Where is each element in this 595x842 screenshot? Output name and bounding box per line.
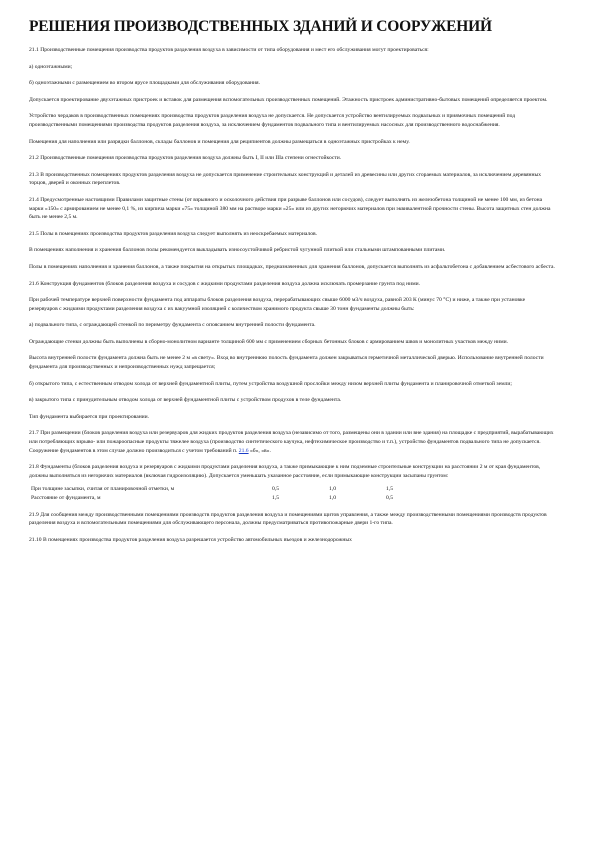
table-cell: 0,5	[386, 495, 393, 501]
table-row	[31, 494, 426, 503]
table-cell-label: Расстояние от фундамента, м	[31, 495, 101, 501]
paragraph-floors-tiles: В помещениях наполнения и хранения баллонов полы рекомендуется выкладывать износоустойчивой ребристой чугунной плиткой или стальными штампованными плитами.	[29, 247, 446, 254]
paragraph-21-5: 21.5 Полы в помещениях производства продуктов разделения воздуха следует выполнять из неоскребаемых материалов.	[29, 230, 318, 237]
paragraph-21-8: 21.8 Фундаменты (блоков разделения воздуха и резервуаров с жидкими продуктами разделения воздуха, а также примыкающие к ним подземные строительные конструкции на расстоянии 2 м от края фундаментов, должны выполняться из негорючих материалов (включая гидроизоляцию). Допускается уменьшать указанное расстояние, если примыкающие конструкции засыпаны грунтом:	[29, 464, 541, 479]
paragraph-inner-height: Высота внутренней полости фундамента должна быть не менее 2 м «в свету». Вход во внутреннюю полость фундамента должен закрываться герметичной металлической дверью. Использование внутренней полости фундамента для производственных и непроизводственных нужд запрещается;	[29, 355, 544, 371]
table-cell: 1,5	[272, 495, 279, 501]
paragraph-type-choice: Тип фундамента выбирается при проектировании.	[29, 413, 150, 420]
table-cell-label: При толщине засыпки, считая от планировочной отметки, м	[31, 486, 175, 493]
list-item-b: б) одноэтажными с размещением во втором ярусе площадками для обслуживания оборудования.	[29, 80, 260, 87]
paragraph-annexes: Допускается проектирование двухэтажных пристроек и вставок для размещения вспомогательных производственных помещений. Этажность пристроек административно-бытовых помещений определяется проектом.	[29, 96, 548, 103]
paragraph-cylinder-rooms: Помещения для наполнения или разрядки баллонов, склады баллонов и помещения для реципиентов должны размещаться в одноэтажных пристройках к нему.	[29, 138, 410, 145]
table-cell: 0,5	[272, 486, 279, 493]
paragraph-foundation-temp: При рабочей температуре верхней поверхности фундамента под аппараты блоков разделения воздуха, перерабатывающих свыше 6000 м3/ч воздуха, равной 203 К (минус 70 °С) и ниже, а также при установке резервуаров с жидкими продуктами разделения воздуха с их вакуумной изоляцией с количеством хранимого продукта свыше 30 тонн фундаменты должны быть:	[29, 297, 526, 312]
paragraph-21-7	[29, 429, 555, 455]
table-row	[31, 485, 426, 494]
backfill-distance-table	[31, 485, 426, 502]
table-cell: 1,0	[329, 486, 336, 493]
clause-21-6-link[interactable]: 21.6	[238, 447, 249, 454]
page-title: РЕШЕНИЯ ПРОИЗВОДСТВЕННЫХ ЗДАНИЙ И СООРУЖЕНИЙ	[29, 18, 492, 35]
paragraph-floors-asphalt: Полы в помещениях наполнения и хранения баллонов, а также покрытия на открытых площадках, предназначенных для хранения баллонов, допускается выполнять из асфальтобетона с добавлением асбестового асбеста.	[29, 263, 555, 270]
list-item-basement-type: а) подвального типа, с ограждающей стенкой по периметру фундамента с опоясанием внутренней полости фундамента.	[29, 322, 316, 329]
paragraph-21-3: 21.3 В производственных помещениях продуктов разделения воздуха не допускается применение строительных конструкций и деталей из древесины или других сгораемых материалов, за исключением деревянных торцов, дверей и оконных переплетов.	[29, 171, 542, 187]
paragraph-21-2: 21.2 Производственные помещения производства продуктов разделения воздуха должны быть I, II или IIIа степени огнестойкости.	[29, 155, 342, 162]
list-item-a: а) одноэтажными;	[29, 63, 73, 70]
paragraph-21-7-text: 21.7 При размещении (блоков разделения воздуха или резервуаров для жидких продуктов разделения воздуха (независимо от того, размещены они в здании или вне здания) на площадке с предприятий, вырабатывающих или потребляющих взрыво- или пожароопасные продукты тяжелее воздуха (производство синтетического каучука, нефтехимическое производство и т.п.), устройство фундаментов подвального типа не допускается. Сооружение фундаментов в этом случае должно производиться с учетом требований п.	[29, 430, 554, 454]
paragraph-21-9: 21.9 Для сообщения между производственными помещениями производств продуктов разделения воздуха и помещениями щитов управления, а также между производственными помещениями производств продуктов разделения воздуха и вспомогательными помещениями для обслуживающего персонала, должны предусматриваться противопожарные двери 1-го типа.	[29, 511, 547, 527]
list-item-open-type: б) открытого типа, с естественным отводом холода от верхней фундаментной плиты, путем устройства воздушной прослойки между низом верхней плиты фундамента и планировочной отметкой земли;	[29, 380, 512, 387]
paragraph-21-10: 21.10 В помещениях производства продуктов разделения воздуха разрешается устройство автомобильных въездов и железнодорожных	[29, 536, 352, 543]
table-cell: 1,0	[329, 495, 336, 501]
document-body	[29, 46, 555, 544]
list-item-closed-type: в) закрытого типа с принудительным отводом холода от верхней фундаментной плиты с устройством продухов в теле фундамента.	[29, 397, 342, 404]
paragraph-21-4: 21.4 Предусмотренные настоящими Правилами защитные стены (от взрывного и осколочного действия при разрыве баллонов или сосудов), следует выполнять из железобетона толщиной не менее 100 мм, из бетона марки «150» с армированием не менее 0,1 %, из кирпича марки «75» толщиной 380 мм на растворе марки «25» или из других негорючих материалов при эквивалентной прочности стены. Высота защитных стен должна быть не менее 2,5 м.	[29, 196, 551, 221]
table-cell: 1,5	[386, 486, 393, 493]
paragraph-21-1: 21.1 Производственные помещения производства продуктов разделения воздуха в зависимости от типа оборудования и мест его обслуживания могут проектироваться:	[29, 47, 429, 53]
paragraph-walls: Ограждающие стенки должны быть выполнены в сборно-монолитном варианте толщиной 600 мм с применением сборных бетонных блоков с армированием швов и монолитных участков между ними.	[29, 338, 509, 345]
paragraph-attics: Устройство чердаков в производственных помещениях производства продуктов разделения воздуха не допускается. Не допускается устройство вентилируемых подвальных и приямочных помещений под производственными помещениями производства продуктов разделения воздуха, за исключением фундаментов подвального типа и вентилируемых насосных для производственного водоснабжения.	[29, 113, 516, 128]
paragraph-21-7-tail: «б», «в».	[248, 447, 271, 454]
paragraph-21-6: 21.6 Конструкция фундаментов (блоков разделения воздуха и сосудов с жидкими продуктами разделения воздуха должна исключать промерзание грунта под ними.	[29, 280, 421, 287]
